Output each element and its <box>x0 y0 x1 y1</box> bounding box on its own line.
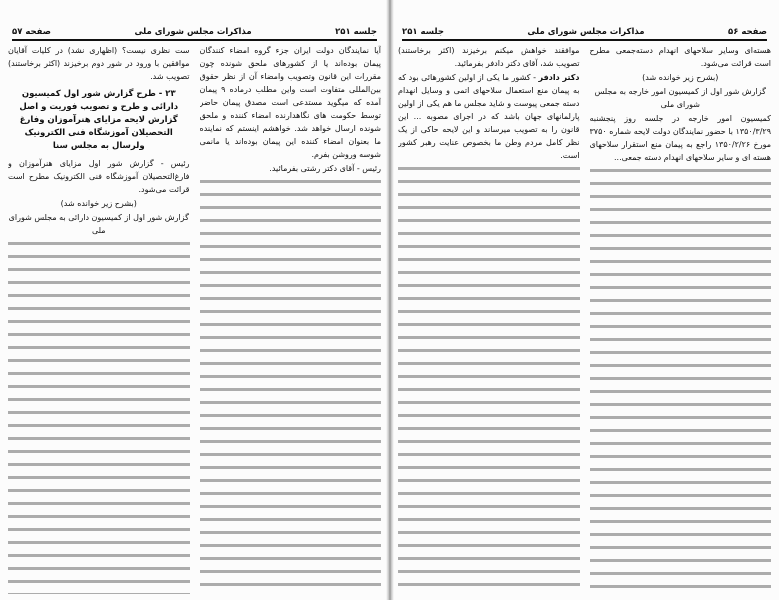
speaker-name: دکتر دادفر <box>538 73 580 82</box>
paragraph: آیا نمایندگان دولت ایران جزء گروه امضاء کنندگان پیمان بوده‌اند یا از کشورهای ملحق شونده چون مقررات این قانون وتصویب وامضاء آن از نظر حقوق بین‌المللی متفاوت است واین مطلب درماده ۹ پیمان آمده که میگوید مستدعی است مصدق پیمان حاضر توسط حکومت های نگاهدارنده امضاء کننده و ملحق شونده ارسال خواهد شد. خواهشم اینستم که نماینده ما بعنوان امضاء کننده این پیمان بوده‌اند یا مانمی شوسه وروشن بفرم. <box>199 46 381 159</box>
page-number: صفحه ۵۷ <box>12 27 51 37</box>
page-header <box>402 25 767 41</box>
speech <box>398 71 580 162</box>
section-heading: ۲۳ - طرح گزارش شور اول کمیسیون دارائی و طرح و تصویب فوریت و اصل گزارش لایحه مزایای هنرآموزان وفارغ التحصیلان آموزشگاه فنی الکترونیک ولرسال به مجلس سنا <box>19 89 179 151</box>
illegible-text <box>590 165 772 594</box>
illegible-text <box>398 163 580 594</box>
text-column-right <box>590 44 772 594</box>
paragraph: موافقند خواهش میکنم برخیزند (اکثر برخاستند) تصویب شد، آقای دکتر دادفر بفرمائید. <box>398 46 580 68</box>
note: (بشرح زیر خوانده شد) <box>642 73 719 82</box>
illegible-text <box>200 176 382 594</box>
paragraph: هسته‌ای وسایر سلاحهای انهدام دسته‌جمعی مطرح است قرائت می‌شود. <box>589 46 771 68</box>
speech-text: - کشور ما یکی از اولین کشورهائی بود که به پیمان منع استعمال سلاحهای اتمی و وسایل انهدام دسته جمعی پیوست و شاید مجلس ما هم یکی از اولین پارلمانهای جهان باشد که در اجرای مصوبه ... این قانون را به تصویب میرساند و این لایحه حاکی از یک نظر کامل مردم وطن ما بخصوص عنایت رهبر کشور است. <box>398 73 580 160</box>
paragraph: کمیسیون امور خارجه در جلسه روز پنجشنبه ۱۳۵۰/۳/۲۹ با حضور نمایندگان دولت لایحه شماره ۳۷۵۰ مورخ ۱۳۵۰/۲/۲۶ راجع به پیمان منع استقرار سلاحهای هسته ای و سایر سلاحهای انهدام دسته جمعی... <box>589 114 771 162</box>
report-title: گزارش شور اول از کمیسیون امور خارجه به مجلس شورای ملی <box>594 87 766 109</box>
header-title: مذاکرات مجلس شورای ملی <box>527 27 645 37</box>
session-number: جلسه ۲۵۱ <box>402 27 444 37</box>
page-number: صفحه ۵۶ <box>728 27 767 37</box>
text-column-left <box>398 44 580 594</box>
note: (بشرح زیر خوانده شد) <box>60 199 137 208</box>
session-number: جلسه ۲۵۱ <box>335 27 377 37</box>
paragraph: ست نظری نیست؟ (اظهاری نشد) در کلیات آقایان موافقین با ورود در شور دوم برخیزند (اکثر برخاستند) تصویب شد. <box>8 46 190 81</box>
report-title: گزارش شور اول از کمیسیون دارائی به مجلس شورای ملی <box>8 213 189 235</box>
book-gutter <box>386 0 394 600</box>
text-column-left <box>8 44 190 594</box>
illegible-text <box>8 238 190 594</box>
speaker-line: رئیس - آقای دکتر رشتی بفرمائید. <box>269 164 381 173</box>
header-title: مذاکرات مجلس شورای ملی <box>134 27 252 37</box>
text-column-right <box>200 44 382 594</box>
left-page <box>0 0 389 600</box>
right-page <box>390 0 779 600</box>
page-header <box>12 25 377 41</box>
paragraph: رئیس - گزارش شور اول مزایای هنرآموزان و فارغ‌التحصیلان آموزشگاه فنی الکترونیک مطرح است قرائت می‌شود. <box>8 159 190 194</box>
